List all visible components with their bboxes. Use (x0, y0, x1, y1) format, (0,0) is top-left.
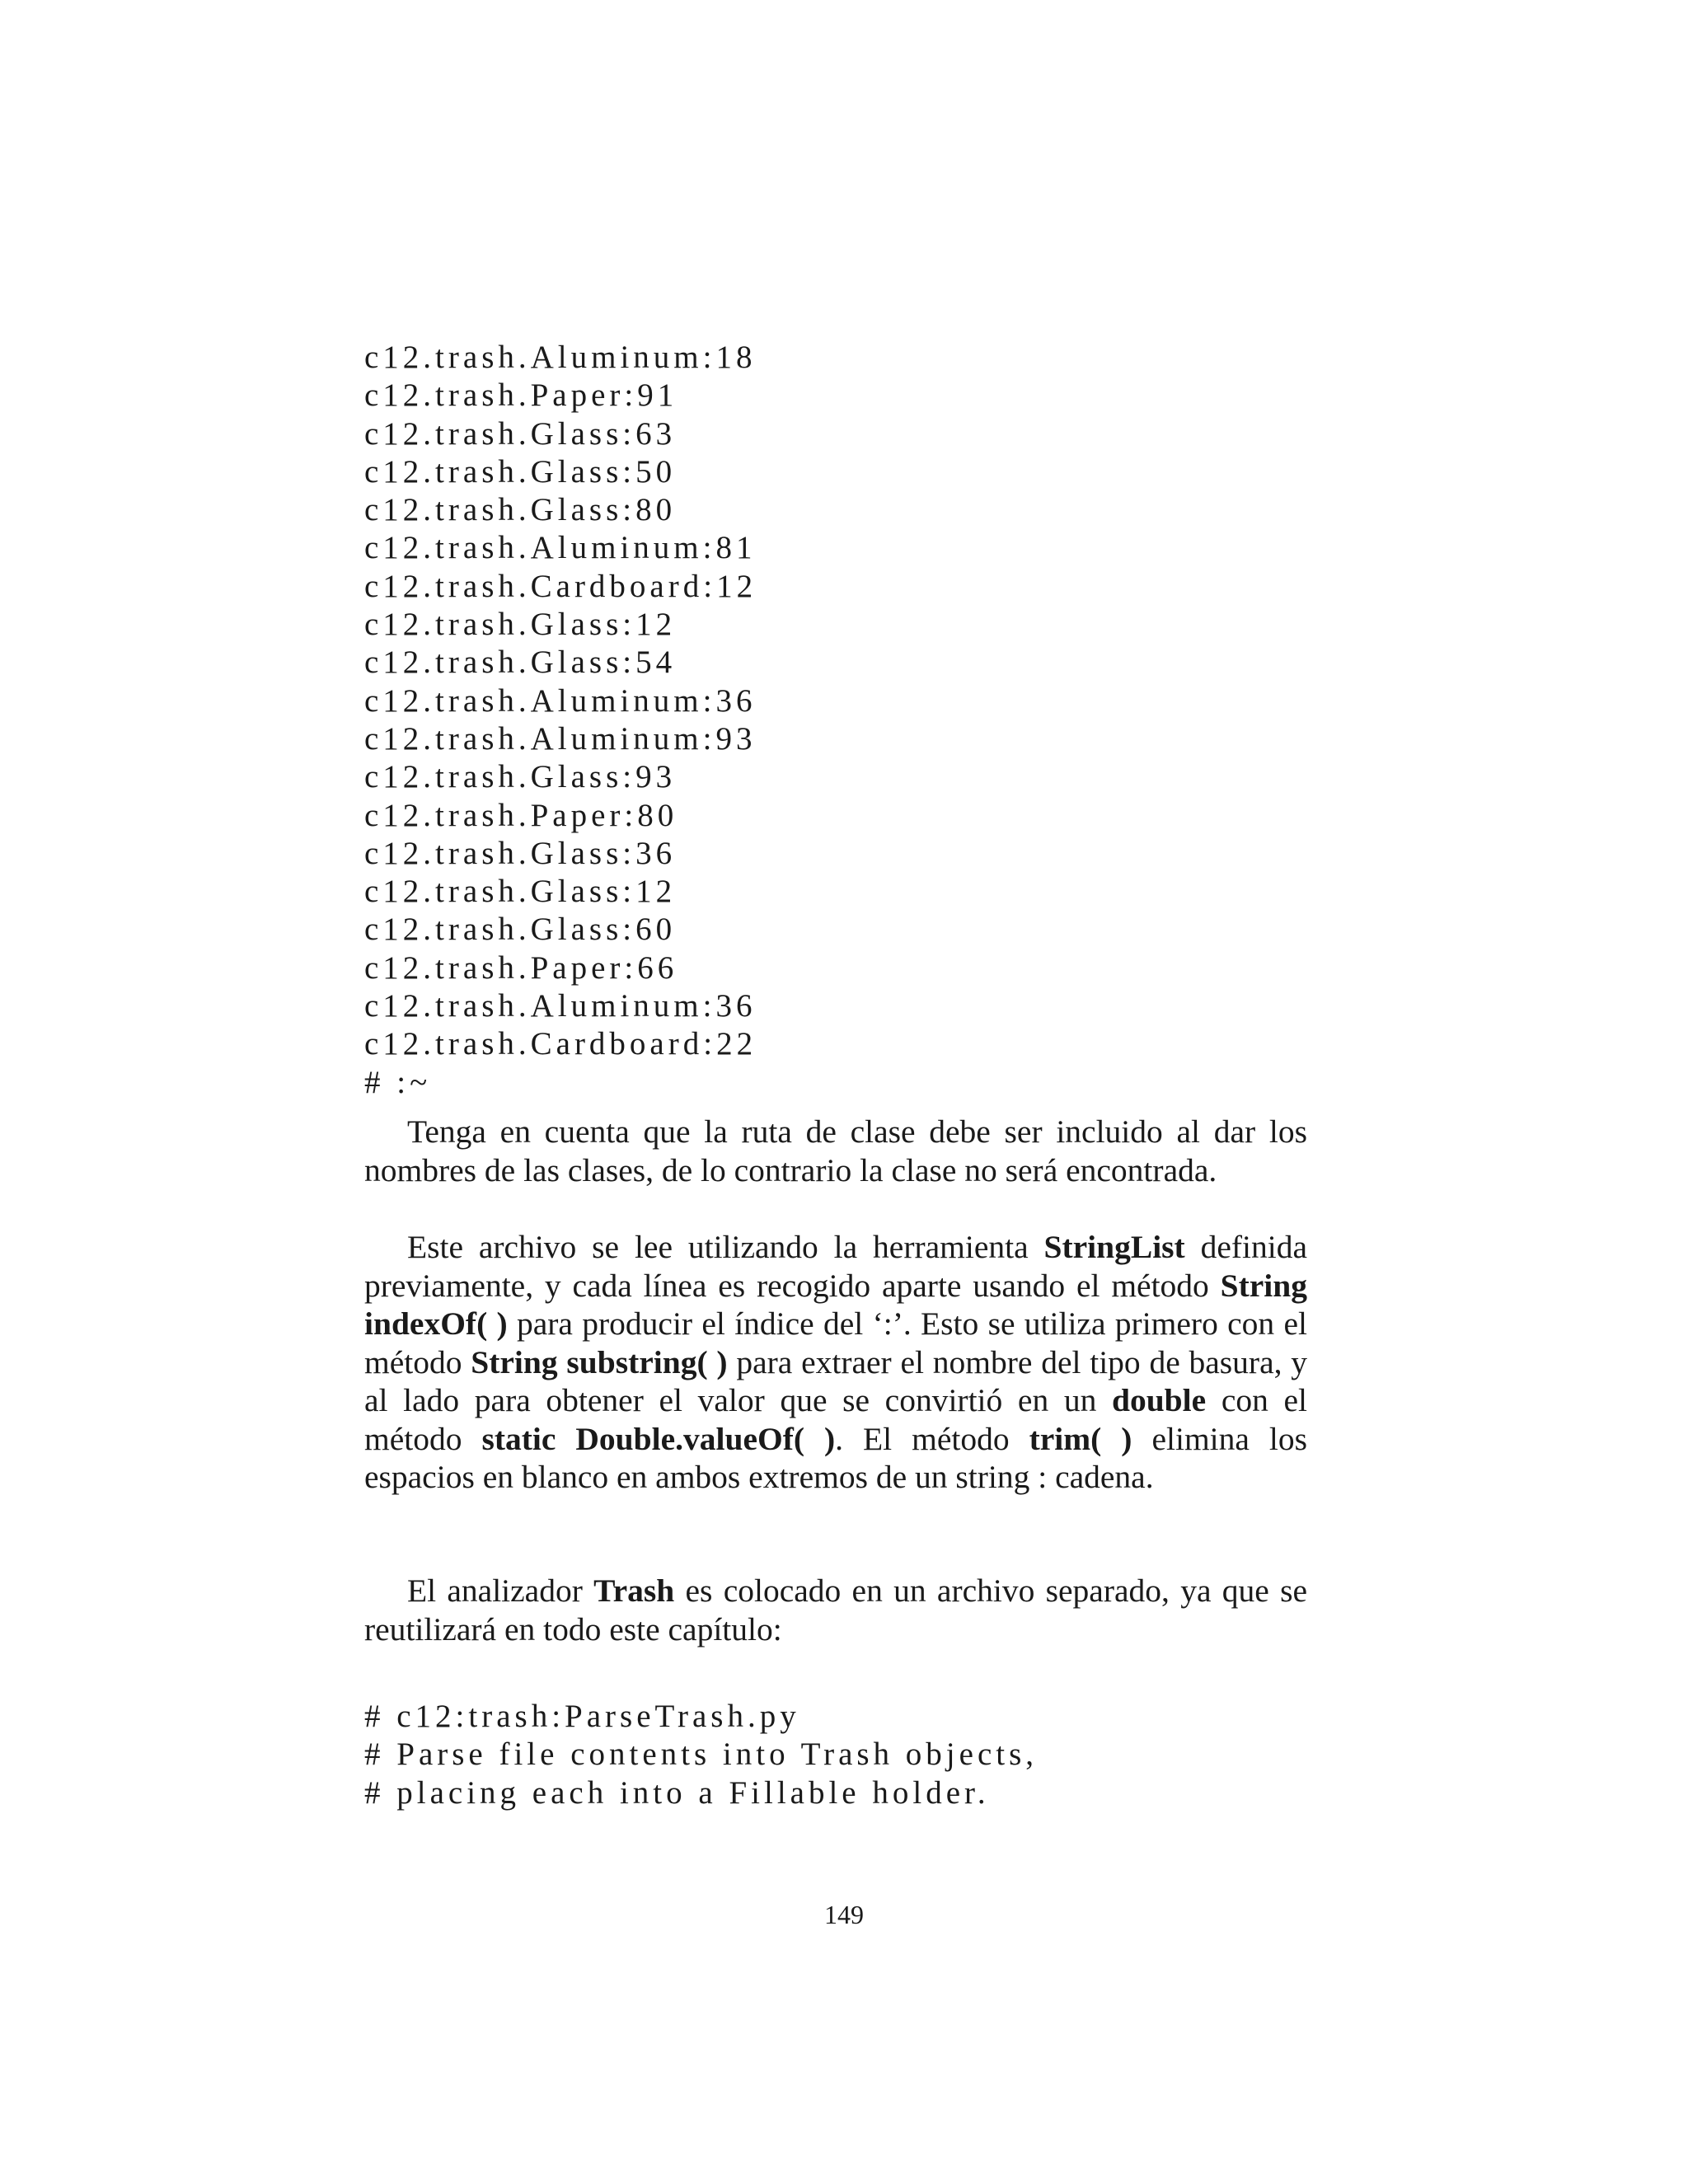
code-line: c12.trash.Aluminum:81 (364, 530, 757, 566)
code-line: c12.trash.Paper:91 (364, 377, 678, 414)
code-line: c12.trash.Glass:12 (364, 607, 677, 643)
code-line: c12.trash.Aluminum:93 (364, 720, 757, 757)
term-substring: String substring( ) (471, 1343, 728, 1380)
term-trash: Trash (593, 1572, 675, 1609)
code-line: c12.trash.Aluminum:36 (364, 988, 757, 1024)
term-double: double (1112, 1382, 1207, 1418)
code-end-marker: # :~ (364, 1064, 432, 1100)
code-comment-line: # c12:trash:ParseTrash.py (364, 1699, 800, 1734)
term-trim: trim( ) (1029, 1420, 1132, 1457)
code-listing-trash-data (364, 339, 1312, 1102)
paragraph-classpath-note: Tenga en cuenta que la ruta de clase debe ser incluido al dar los nombres de las clases, de lo contrario la clase no será encontrada. (364, 1113, 1307, 1188)
code-line: c12.trash.Paper:66 (364, 949, 678, 986)
code-line: c12.trash.Aluminum:36 (364, 682, 757, 719)
term-valueof: static Double.valueOf( ) (481, 1420, 836, 1457)
code-line: c12.trash.Glass:12 (364, 874, 677, 910)
term-stringlist: StringList (1043, 1229, 1185, 1265)
code-comment-line: # placing each into a Fillable holder. (364, 1774, 990, 1811)
code-line: c12.trash.Paper:80 (364, 797, 678, 833)
code-line: c12.trash.Glass:60 (364, 912, 677, 948)
page-number: 149 (824, 1900, 864, 1929)
code-line: c12.trash.Cardboard:12 (364, 568, 757, 604)
paragraph-stringlist-explanation: Este archivo se lee utilizando la herramienta StringList definida previamente, y cada línea es recogido aparte usando el método String indexOf( ) para producir el índice del ‘:’. Esto se utiliza primero con el método String substring( ) para extraer el nombre del tipo de basura, y al lado para obtener el valor que se convirtió en un double con el método static Double.valueOf( ). El método trim( ) elimina los espacios en blanco en ambos extremos de un string : cadena. (364, 1229, 1308, 1495)
code-line: c12.trash.Cardboard:22 (364, 1026, 757, 1062)
code-line: c12.trash.Aluminum:18 (364, 340, 757, 375)
code-line: c12.trash.Glass:50 (364, 453, 677, 490)
code-line: c12.trash.Glass:54 (364, 644, 677, 681)
code-line: c12.trash.Glass:80 (364, 492, 677, 528)
code-line: c12.trash.Glass:63 (364, 415, 677, 452)
code-listing-parsetrash (364, 1698, 1312, 1812)
code-comment-line: # Parse file contents into Trash objects, (364, 1736, 1039, 1773)
term-indexof: String indexOf( ) (364, 1267, 1307, 1342)
code-line: c12.trash.Glass:93 (364, 759, 677, 795)
code-line: c12.trash.Glass:36 (364, 835, 677, 871)
paragraph-trash-parser: El analizador Trash es colocado en un archivo separado, ya que se reutilizará en todo este capítulo: (364, 1572, 1307, 1647)
